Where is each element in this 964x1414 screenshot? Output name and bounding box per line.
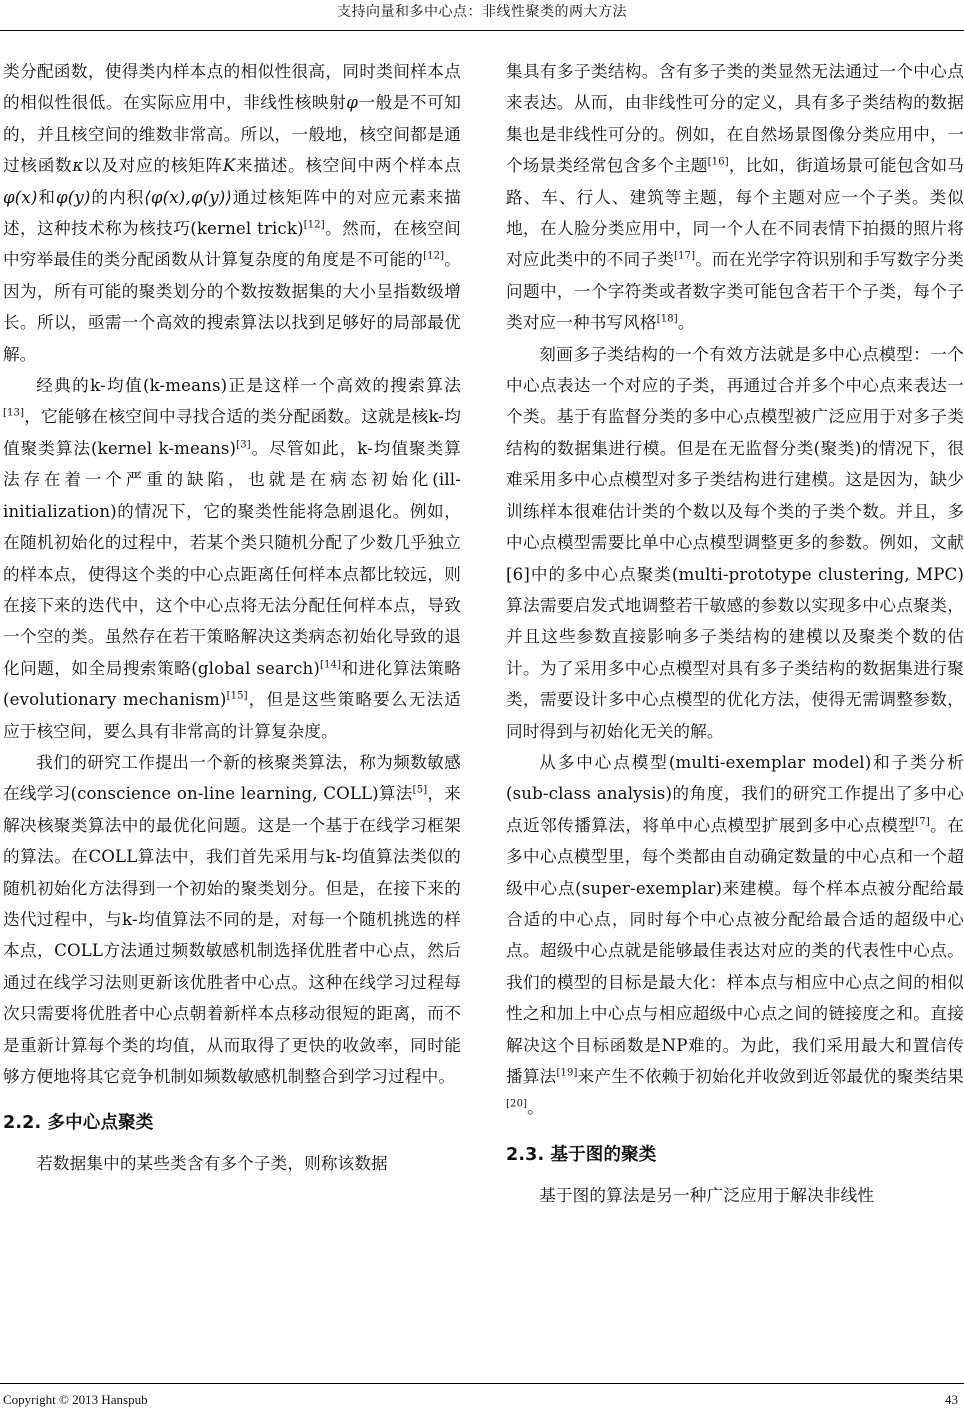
- text: ，它能够在核空间中寻找合适的类分配函数。这就是核k-均值聚类算法(kernel k-means): [3, 407, 461, 458]
- section-heading: 2.3. 基于图的聚类: [506, 1144, 657, 1165]
- right-column: [506, 56, 964, 1211]
- text: 和: [37, 187, 57, 207]
- citation: [12]: [303, 219, 325, 231]
- paragraph: 若数据集中的某些类含有多个子类，则称该数据: [36, 1154, 388, 1174]
- citation: [12]: [423, 250, 445, 262]
- citation: [16]: [707, 156, 729, 168]
- text: ，来解决核聚类算法中的最优化问题。这是一个基于在线学习框架的算法。在COLL算法中，我们首先采用与k-均值算法类似的随机初始化方法得到一个初始的聚类划分。但是，在接下来的迭代过程中，与k-均值算法不同的是，对每一个随机挑选的样本点，COLL方法通过频数敏感机制选择优胜者中心点，然后通过在线学习法则更新该优胜者中心点。这种在线学习过程每次只需要将优胜者中心点朝着新样本点移动很短的距离，而不是重新计算每个类的均值，从而取得了更快的收敛率，同时能够方便地将其它竞争机制如频数敏感机制整合到学习过程中。: [3, 784, 461, 1086]
- citation: [14]: [320, 659, 342, 671]
- citation: [18]: [656, 313, 678, 325]
- left-column: [3, 56, 461, 1180]
- text: 经典的k-均值(k-means)正是这样一个高效的搜索算法: [36, 376, 461, 396]
- text: 集具有多子类结构。含有多子类的类显然无法通过一个中心点来表达。从而，由非线性可分的定义，具有多子类结构的数据集也是非线性可分的。例如，在自然场景图像分类应用中，一个场景类经常包含多个主题: [506, 62, 964, 176]
- text: 我们的研究工作提出一个新的核聚类算法，称为频数敏感在线学习(conscience on-line learning, COLL)算法: [3, 752, 461, 804]
- paragraph: 刻画多子类结构的一个有效方法就是多中心点模型：一个中心点表达一个对应的子类，再通过合并多个中心点来表达一个类。基于有监督分类的多中心点模型被广泛应用于对多子类结构的数据集进行模。但是在无监督分类(聚类)的情况下，很难采用多中心点模型对多子类结构进行建模。这是因为，缺少训练样本很难估计类的个数以及每个类的子类个数。并且，多中心点模型需要比单中心点模型调整更多的参数。例如，文献[6]中的多中心点聚类(multi-prototype clustering, MPC)算法需要启发式地调整若干敏感的参数以实现多中心点聚类，并且这些参数直接影响多子类结构的建模以及聚类个数的估计。为了采用多中心点模型对具有多子类结构的数据集进行聚类，需要设计多中心点模型的优化方法，使得无需调整参数，同时得到与初始化无关的解。: [506, 344, 964, 741]
- text: 一般是不可知的，并且核空间的维数非常高。所以，一般地，核空间都是通过核函数: [3, 93, 462, 176]
- citation: [13]: [3, 407, 25, 419]
- paragraph: [3, 747, 461, 1092]
- text: 。在多中心点模型里，每个类都由自动确定数量的中心点和一个超级中心点(super-exemplar)来建模。每个样本点被分配给最合适的中心点，同时每个中心点被分配给最合适的超级中心点。超级中心点就是能够最佳表达对应的类的代表性中心点。我们的模型的目标是最大化：样本点与相应中心点之间的相似性之和加上中心点与相应超级中心点之间的链接度之和。直接解决这个目标函数是NP难的。为此，我们采用最大和置信传播算法: [506, 815, 964, 1086]
- running-header: 支持向量和多中心点：非线性聚类的两大方法: [337, 4, 627, 20]
- text: 类分配函数，使得类内样本点的相似性很高，同时类间样本点的相似性很低。在实际应用中，非线性核映射: [3, 62, 461, 113]
- text: 通过核矩阵中的对应元素来描述，这种技术称为核技巧(kernel trick): [3, 187, 461, 239]
- math-symbol: κ: [72, 156, 84, 176]
- paragraph: [3, 370, 461, 747]
- text: 。而在光学字符识别和手写数字分类问题中，一个字符类或者数字类可能包含若干个子类，每个子类对应一种书写风格: [506, 250, 964, 333]
- citation: [7]: [915, 816, 930, 828]
- text: 从多中心点模型(multi-exemplar model)和子类分析(sub-class analysis)的角度，我们的研究工作提出了多中心点近邻传播算法，将单中心点模型扩展到多中心点模型: [506, 752, 964, 835]
- paragraph: [506, 747, 964, 1124]
- text: 。因为，所有可能的聚类划分的个数按数据集的大小呈指数级增长。所以，亟需一个高效的搜索算法以找到足够好的局部最优解。: [3, 250, 462, 364]
- citation: [15]: [226, 690, 248, 702]
- paragraph: [506, 56, 964, 339]
- paragraph: [3, 56, 461, 370]
- citation: [17]: [674, 250, 696, 262]
- text: 以及对应的核矩阵: [83, 156, 223, 176]
- citation: [3]: [236, 439, 251, 451]
- text: 。然而，在核空间中穷举最佳的类分配函数从计算复杂度的角度是不可能的: [3, 219, 461, 270]
- section-heading: 2.2. 多中心点聚类: [3, 1113, 154, 1134]
- copyright: Copyright © 2013 Hanspub: [3, 1392, 148, 1407]
- citation: [5]: [412, 784, 428, 796]
- math-expression: φ(x): [3, 187, 38, 207]
- math-symbol: φ: [346, 93, 359, 113]
- text: 的内积: [90, 187, 145, 207]
- math-expression: φ(y): [56, 187, 91, 207]
- text: 。: [677, 313, 695, 333]
- text: 。: [527, 1098, 544, 1118]
- header-rule: [0, 30, 964, 31]
- text: 来描述。核空间中两个样本点: [235, 156, 461, 176]
- text: ，比如，街道场景可能包含如马路、车、行人、建筑等主题，每个主题对应一个子类。类似地，在人脸分类应用中，同一个人在不同表情下拍摄的照片将对应此类中的不同子类: [506, 156, 964, 270]
- text: 和进化算法策略(evolutionary mechanism): [3, 658, 461, 710]
- text: ，但是这些策略要么无法适应于核空间，要么具有非常高的计算复杂度。: [3, 690, 461, 741]
- footer-rule: [0, 1383, 964, 1384]
- math-expression: ⟨φ(x),φ(y)⟩: [144, 187, 233, 207]
- text: 。尽管如此，k-均值聚类算法存在着一个严重的缺陷，也就是在病态初始化(ill-initialization)的情况下，它的聚类性能将急剧退化。例如，在随机初始化的过程中，若某个类只随机分配了少数几乎独立的样本点，使得这个类的中心点距离任何样本点都比较远，则在接下来的迭代中，这个中心点将无法分配任何样本点，导致一个空的类。虽然存在若干策略解决这类病态初始化导致的退化问题，如全局搜索策略(global search): [3, 438, 462, 678]
- paragraph: 基于图的算法是另一种广泛应用于解决非线性: [539, 1185, 875, 1205]
- citation: [19]: [556, 1067, 578, 1079]
- page-number: 43: [945, 1392, 958, 1407]
- text: 来产生不依赖于初始化并收敛到近邻最优的聚类结果: [577, 1067, 964, 1086]
- math-symbol: K: [222, 156, 236, 176]
- citation: [20]: [506, 1098, 528, 1110]
